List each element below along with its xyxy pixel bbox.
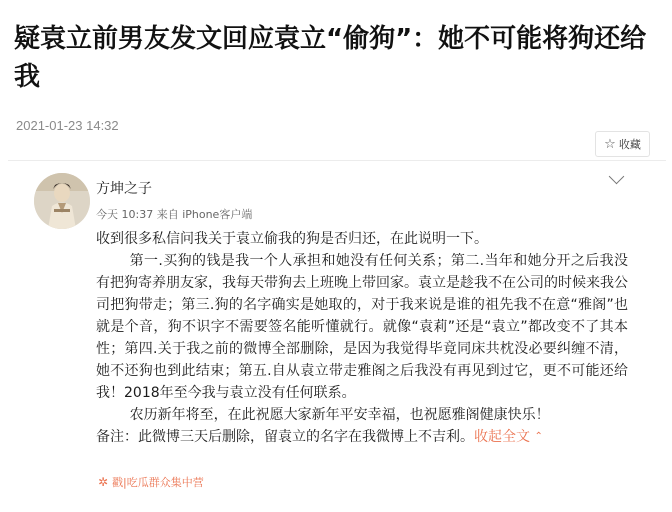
article-title: 疑袁立前男友发文回应袁立“偷狗”：她不可能将狗还给我 [14, 24, 647, 92]
favorite-label: 收藏 [618, 138, 641, 151]
avatar[interactable] [34, 173, 90, 229]
source-tag[interactable] [98, 474, 204, 490]
collapse-label: 收起全文 [474, 429, 530, 445]
post-meta: 今天 10:37 来自 iPhone客户端 [96, 208, 253, 221]
post-intro: 收到很多私信问我关于袁立偷我的狗是否归还，在此说明一下。 [96, 231, 488, 247]
post-note: 备注：此微博三天后删除，留袁立的名字在我微博上不吉利。 [96, 429, 474, 445]
publish-date: 2021-01-23 14:32 [16, 118, 119, 133]
chevron-up-icon: ⌃ [534, 431, 543, 442]
watermelon-icon: ✲ [98, 475, 109, 489]
post-body: 第一.买狗的钱是我一个人承担和她没有任何关系；第二.当年和她分开之后我没有把狗寄养朋友家，我每天带狗去上班晚上带回家。袁立是趁我不在公司的时候来我公司把狗带走；第三.狗的名字确实是她取的，对于我来说是谁的祖先我不在意“雅阁”也就是个音，狗不识字不需要签名能听懂就行。就像“袁莉”还是“袁立”都改变不了其本性；第四.关于我之前的微博全部删除，是因为我觉得毕竟同床共枕没必要纠缠不清，她不还狗也到此结束；第五.自从袁立带走雅阁之后我没有再见到过它，更不可能还给我！2018年至今我与袁立没有任何联系。 [96, 253, 628, 401]
collapse-link[interactable] [474, 429, 543, 445]
star-icon: ☆ [604, 136, 616, 152]
post-text [96, 228, 628, 448]
favorite-button[interactable] [595, 131, 650, 157]
weibo-post-card [8, 160, 666, 512]
avatar-image [34, 173, 90, 229]
post-note-line [96, 426, 628, 448]
author-name[interactable]: 方坤之子 [96, 181, 152, 197]
post-greeting: 农历新年将至，在此祝愿大家新年平安幸福，也祝愿雅阁健康快乐！ [129, 407, 550, 423]
chevron-down-icon[interactable] [609, 169, 625, 185]
source-label: 戳|吃瓜群众集中营 [112, 476, 204, 489]
